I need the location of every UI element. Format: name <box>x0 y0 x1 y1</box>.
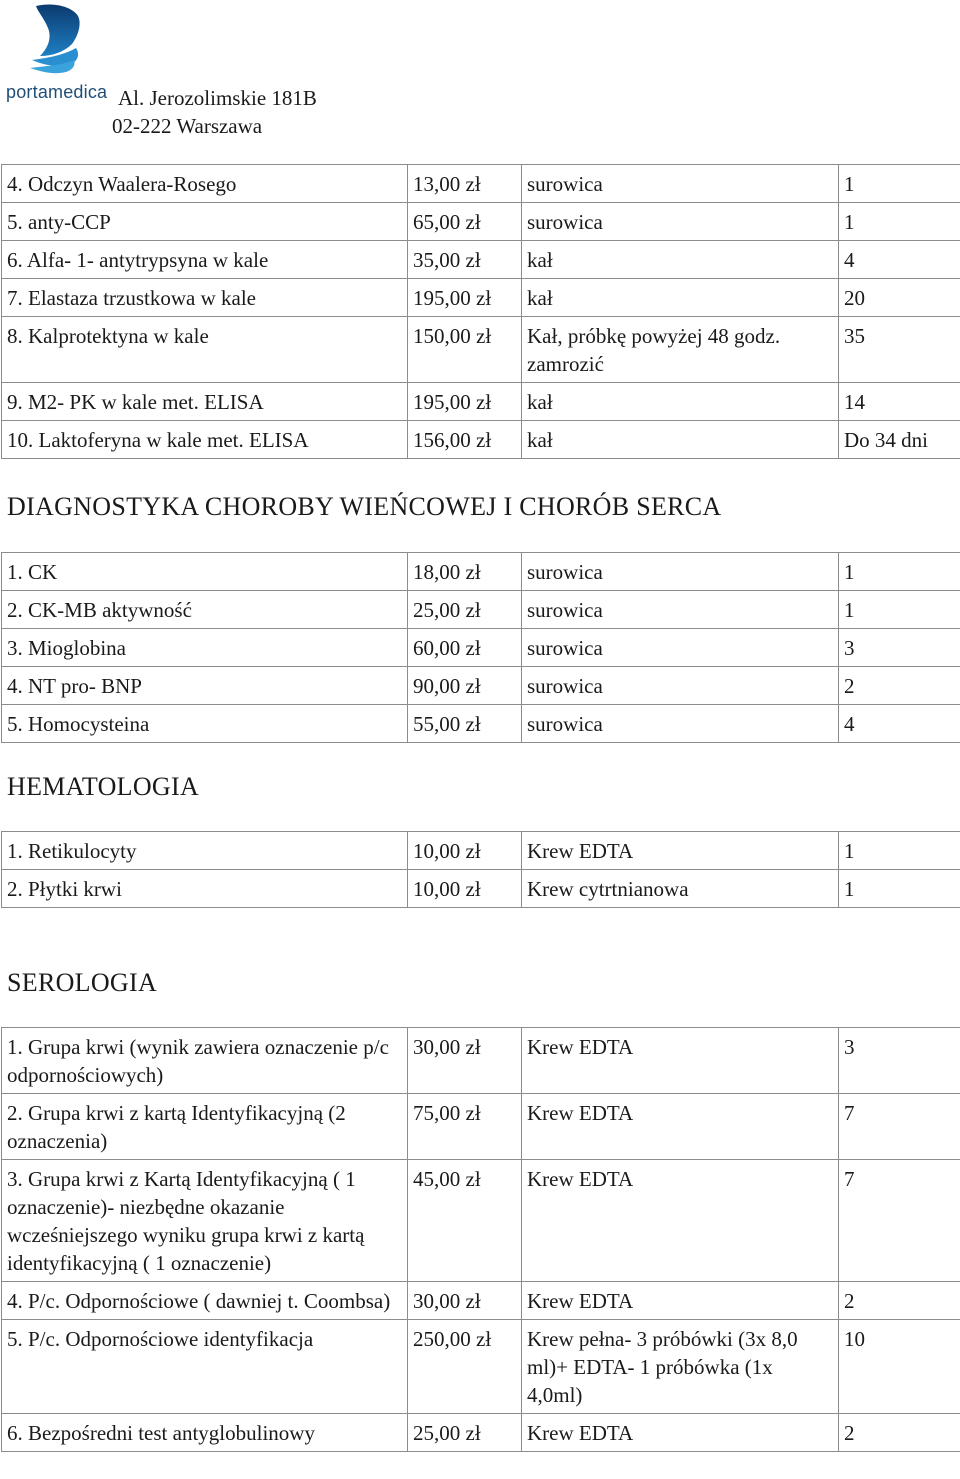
address-line-2: 02-222 Warszawa <box>112 114 263 138</box>
price-cell: 35,00 zł <box>408 241 522 279</box>
price-cell: 55,00 zł <box>408 705 522 743</box>
days-cell: 14 <box>839 383 960 421</box>
table-row <box>2 1414 960 1452</box>
price-cell: 30,00 zł <box>408 1028 522 1094</box>
days-cell: 20 <box>839 279 960 317</box>
sample-cell: kał <box>522 421 839 459</box>
days-cell: Do 34 dni <box>839 421 960 459</box>
table-row <box>2 421 960 459</box>
table-row <box>2 1282 960 1320</box>
sample-cell: kał <box>522 279 839 317</box>
test-name-cell: 5. anty-CCP <box>2 203 408 241</box>
sample-cell: surowica <box>522 705 839 743</box>
table-row <box>2 317 960 383</box>
days-cell: 1 <box>839 591 960 629</box>
test-name-cell: 4. Odczyn Waalera-Rosego <box>2 165 408 203</box>
table-row <box>2 832 960 870</box>
test-name-cell: 10. Laktoferyna w kale met. ELISA <box>2 421 408 459</box>
price-cell: 30,00 zł <box>408 1282 522 1320</box>
price-cell: 195,00 zł <box>408 279 522 317</box>
sample-cell: Kał, próbkę powyżej 48 godz. zamrozić <box>522 317 839 383</box>
test-name-cell: 2. Płytki krwi <box>2 870 408 908</box>
test-name-cell: 6. Alfa- 1- antytrypsyna w kale <box>2 241 408 279</box>
section-title-cardiology: DIAGNOSTYKA CHOROBY WIEŃCOWEJ I CHORÓB SERCA <box>7 492 722 521</box>
price-cell: 60,00 zł <box>408 629 522 667</box>
price-table-serology <box>1 1027 960 1452</box>
test-name-cell: 7. Elastaza trzustkowa w kale <box>2 279 408 317</box>
table-row <box>2 1320 960 1414</box>
test-name-cell: 4. P/c. Odpornościowe ( dawniej t. Coombsa) <box>2 1282 408 1320</box>
test-name-cell: 4. NT pro- BNP <box>2 667 408 705</box>
price-cell: 156,00 zł <box>408 421 522 459</box>
table-row <box>2 241 960 279</box>
price-cell: 10,00 zł <box>408 832 522 870</box>
test-name-cell: 3. Grupa krwi z Kartą Identyfikacyjną ( 1 oznaczenie)- niezbędne okazanie wcześniejszego wyniku grupa krwi z kartą identyfikacyjną ( 1 oznaczenie) <box>2 1160 408 1282</box>
days-cell: 4 <box>839 705 960 743</box>
table-row <box>2 1094 960 1160</box>
sample-cell: Krew EDTA <box>522 832 839 870</box>
days-cell: 1 <box>839 203 960 241</box>
days-cell: 1 <box>839 553 960 591</box>
price-cell: 13,00 zł <box>408 165 522 203</box>
price-cell: 250,00 zł <box>408 1320 522 1414</box>
test-name-cell: 1. Grupa krwi (wynik zawiera oznaczenie p/c odpornościowych) <box>2 1028 408 1094</box>
price-table-hematology <box>1 831 960 908</box>
sample-cell: surowica <box>522 165 839 203</box>
days-cell: 3 <box>839 629 960 667</box>
test-name-cell: 6. Bezpośredni test antyglobulinowy <box>2 1414 408 1452</box>
section-title-serology: SEROLOGIA <box>7 968 158 997</box>
section-title-hematology: HEMATOLOGIA <box>7 772 200 801</box>
logo-text: portamedica <box>6 82 108 102</box>
test-name-cell: 3. Mioglobina <box>2 629 408 667</box>
page-header <box>0 0 960 150</box>
test-name-cell: 2. CK-MB aktywność <box>2 591 408 629</box>
sample-cell: Krew EDTA <box>522 1028 839 1094</box>
table-row <box>2 705 960 743</box>
table-row <box>2 1160 960 1282</box>
price-cell: 45,00 zł <box>408 1160 522 1282</box>
price-cell: 25,00 zł <box>408 591 522 629</box>
price-cell: 90,00 zł <box>408 667 522 705</box>
days-cell: 35 <box>839 317 960 383</box>
test-name-cell: 5. Homocysteina <box>2 705 408 743</box>
address-line-1: Al. Jerozolimskie 181B <box>118 86 317 110</box>
price-cell: 150,00 zł <box>408 317 522 383</box>
table-row <box>2 203 960 241</box>
days-cell: 2 <box>839 1282 960 1320</box>
test-name-cell: 5. P/c. Odpornościowe identyfikacja <box>2 1320 408 1414</box>
price-cell: 75,00 zł <box>408 1094 522 1160</box>
table-row <box>2 553 960 591</box>
days-cell: 10 <box>839 1320 960 1414</box>
sample-cell: surowica <box>522 591 839 629</box>
test-name-cell: 1. CK <box>2 553 408 591</box>
sample-cell: surowica <box>522 629 839 667</box>
test-name-cell: 9. M2- PK w kale met. ELISA <box>2 383 408 421</box>
price-cell: 18,00 zł <box>408 553 522 591</box>
sample-cell: surowica <box>522 203 839 241</box>
days-cell: 4 <box>839 241 960 279</box>
table-row <box>2 667 960 705</box>
price-cell: 65,00 zł <box>408 203 522 241</box>
price-cell: 25,00 zł <box>408 1414 522 1452</box>
sample-cell: surowica <box>522 667 839 705</box>
sample-cell: kał <box>522 383 839 421</box>
table-row <box>2 870 960 908</box>
sample-cell: Krew EDTA <box>522 1094 839 1160</box>
days-cell: 2 <box>839 667 960 705</box>
days-cell: 1 <box>839 832 960 870</box>
sample-cell: Krew EDTA <box>522 1160 839 1282</box>
price-table-continuation <box>1 164 960 459</box>
days-cell: 3 <box>839 1028 960 1094</box>
table-row <box>2 1028 960 1094</box>
sample-cell: Krew pełna- 3 próbówki (3x 8,0 ml)+ EDTA- 1 próbówka (1x 4,0ml) <box>522 1320 839 1414</box>
price-table-cardiology <box>1 552 960 743</box>
test-name-cell: 8. Kalprotektyna w kale <box>2 317 408 383</box>
table-row <box>2 591 960 629</box>
test-name-cell: 2. Grupa krwi z kartą Identyfikacyjną (2 oznaczenia) <box>2 1094 408 1160</box>
days-cell: 1 <box>839 870 960 908</box>
table-row <box>2 279 960 317</box>
table-row <box>2 383 960 421</box>
sample-cell: Krew cytrtnianowa <box>522 870 839 908</box>
table-row <box>2 629 960 667</box>
days-cell: 7 <box>839 1094 960 1160</box>
table-row <box>2 165 960 203</box>
sample-cell: surowica <box>522 553 839 591</box>
sample-cell: Krew EDTA <box>522 1282 839 1320</box>
test-name-cell: 1. Retikulocyty <box>2 832 408 870</box>
sample-cell: kał <box>522 241 839 279</box>
address <box>112 84 317 140</box>
sample-cell: Krew EDTA <box>522 1414 839 1452</box>
days-cell: 2 <box>839 1414 960 1452</box>
price-cell: 10,00 zł <box>408 870 522 908</box>
price-cell: 195,00 zł <box>408 383 522 421</box>
days-cell: 1 <box>839 165 960 203</box>
days-cell: 7 <box>839 1160 960 1282</box>
